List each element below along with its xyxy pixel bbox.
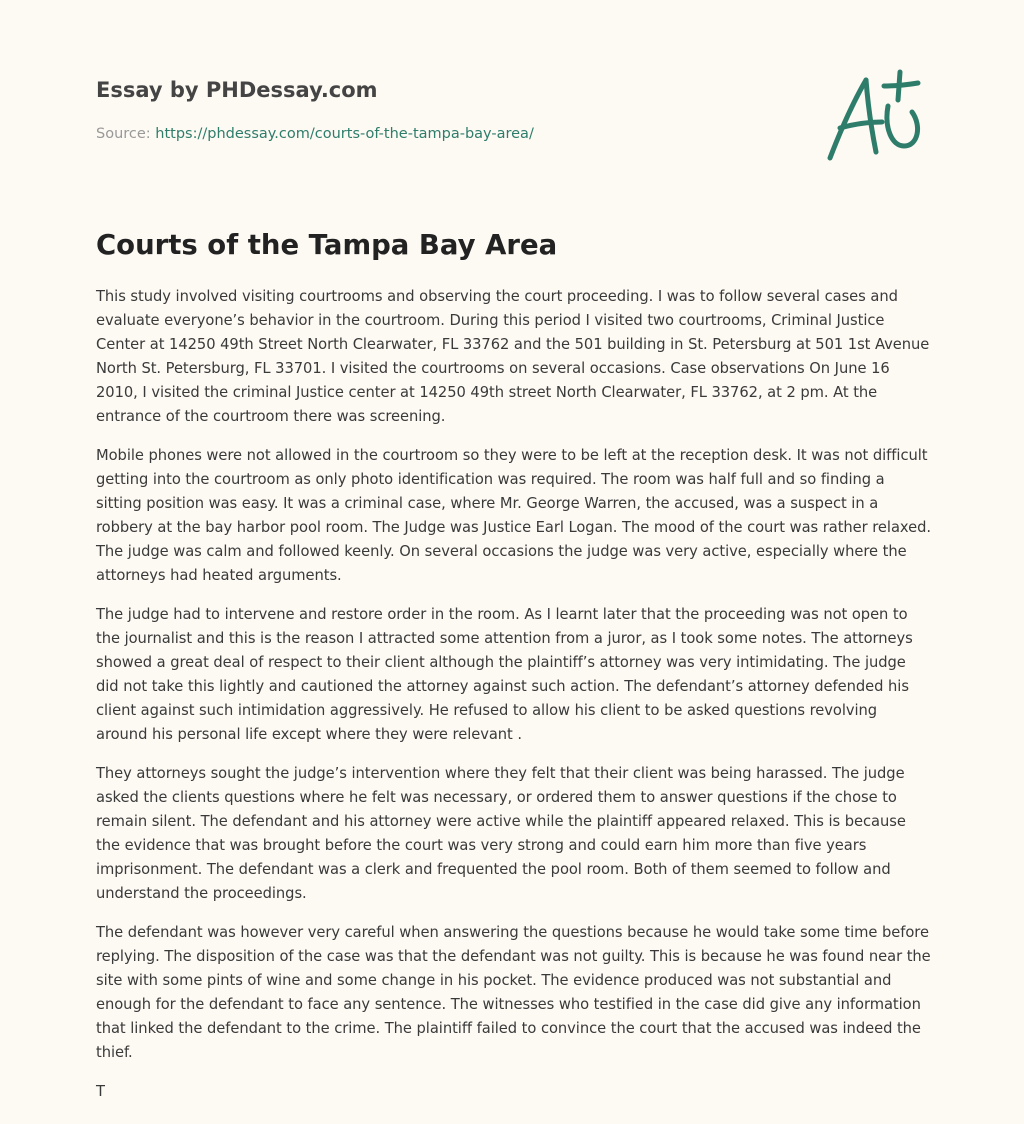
site-brand: Essay by PHDessay.com (96, 78, 378, 102)
paragraph: They attorneys sought the judge’s intervention where they felt that their client was being harassed. The judge asked the clients questions where he felt was necessary, or ordered them to answer questions if the chose to remain silent. The defendant and his attorney were active while the plaintiff appeared relaxed. This is because the evidence that was brought before the court was very strong and could earn him more than five years imprisonment. The defendant was a clerk and frequented the pool room. Both of them seemed to follow and understand the proceedings. (96, 765, 906, 902)
a-plus-logo-icon (822, 66, 926, 166)
paragraph: Mobile phones were not allowed in the courtroom so they were to be left at the reception desk. It was not difficult getting into the courtroom as only photo identification was required. The room was half full and so finding a sitting position was easy. It was a criminal case, where Mr. George Warren, the accused, was a suspect in a robbery at the bay harbor pool room. The Judge was Justice Earl Logan. The mood of the court was rather relaxed. The judge was calm and followed keenly. On several occasions the judge was very active, especially where the attorneys had heated arguments. (96, 447, 931, 584)
source-line (96, 124, 736, 144)
paragraph: The defendant was however very careful when answering the questions because he would take some time before replying. The disposition of the case was that the defendant was not guilty. This is because he was found near the site with some pints of wine and some change in his pocket. The evidence produced was not substantial and enough for the defendant to face any sentence. The witnesses who testified in the case did give any information that linked the defendant to the crime. The plaintiff failed to convince the court that the accused was indeed the thief. (96, 924, 931, 1061)
paragraph-truncated: T (96, 1083, 105, 1100)
paragraph: The judge had to intervene and restore order in the room. As I learnt later that the proceeding was not open to the journalist and this is the reason I attracted some attention from a juror, as I took some notes. The attorneys showed a great deal of respect to their client although the plaintiff’s attorney was very intimidating. The judge did not take this lightly and cautioned the attorney against such action. The defendant’s attorney defended his client against such intimidation aggressively. He refused to allow his client to be asked questions revolving around his personal life except where they were relevant . (96, 606, 913, 743)
essay-body (96, 285, 932, 1119)
essay-header (96, 76, 736, 144)
paragraph: This study involved visiting courtrooms and observing the court proceeding. I was to follow several cases and evaluate everyone’s behavior in the courtroom. During this period I visited two courtrooms, Criminal Justice Center at 14250 49th Street North Clearwater, FL 33762 and the 501 building in St. Petersburg at 501 1st Avenue North St. Petersburg, FL 33701. I visited the courtrooms on several occasions. Case observations On June 16 2010, I visited the criminal Justice center at 14250 49th street North Clearwater, FL 33762, at 2 pm. At the entrance of the courtroom there was screening. (96, 288, 930, 425)
source-label: Source: (96, 126, 156, 142)
essay-title: Courts of the Tampa Bay Area (96, 229, 558, 261)
source-link[interactable]: https://phdessay.com/courts-of-the-tampa-bay-area/ (155, 126, 534, 142)
